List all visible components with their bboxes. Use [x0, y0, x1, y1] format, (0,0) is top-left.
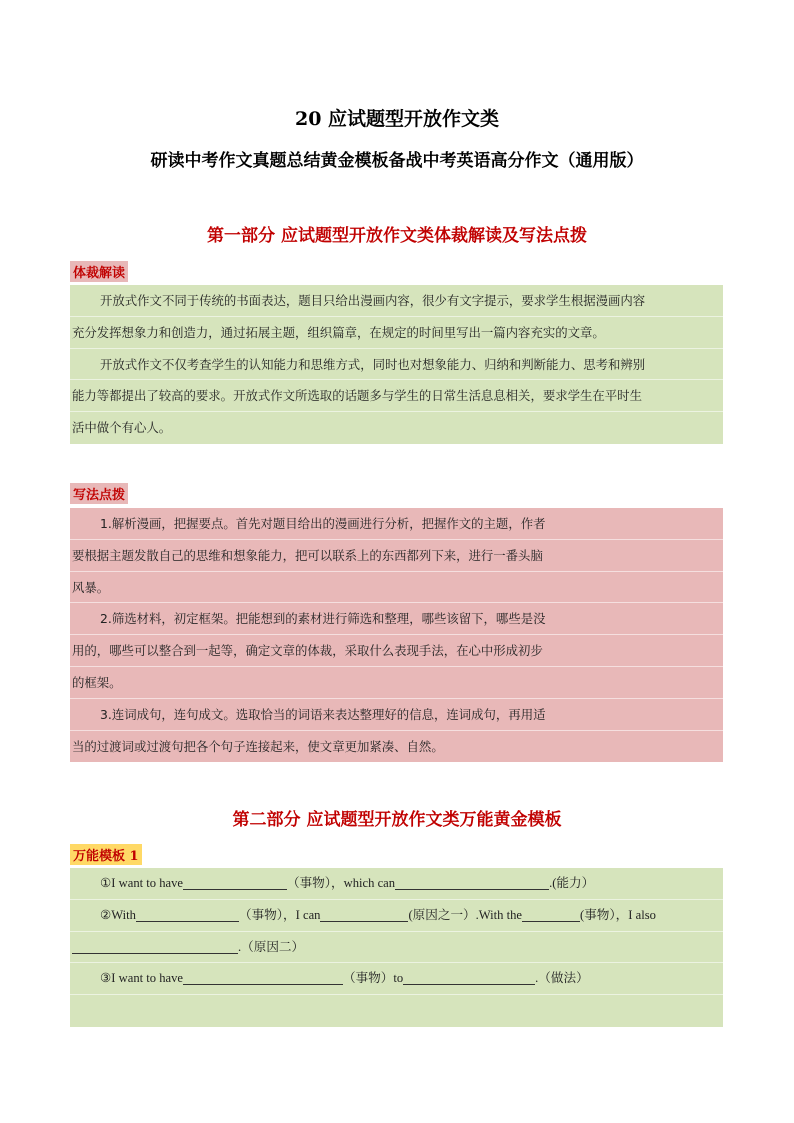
- fill-blank: [183, 970, 343, 985]
- writing-line: 2.筛选材料，初定框架。把能想到的素材进行筛选和整理，哪些该留下，哪些是没: [70, 603, 723, 635]
- template-text: ①I want to have: [100, 876, 183, 890]
- fill-blank: [72, 939, 238, 954]
- writing-line: 当的过渡词或过渡句把各个句子连接起来，使文章更加紧凑、自然。: [72, 738, 444, 754]
- writing-line: 风暴。: [70, 572, 723, 604]
- genre-line: 能力等都提出了较高的要求。开放式作文所选取的话题多与学生的日常生活息息相关，要求学生在平时生: [70, 380, 723, 412]
- template-text: .(能力）: [549, 876, 595, 890]
- writing-line: 1.解析漫画，把握要点。首先对题目给出的漫画进行分析，把握作文的主题，作者: [70, 508, 723, 540]
- genre-tag: 体裁解读: [70, 261, 128, 282]
- template-line: [70, 963, 723, 995]
- document-title: 20 应试题型开放作文类: [294, 108, 500, 130]
- fill-blank: [320, 907, 408, 922]
- writing-box: [70, 508, 723, 762]
- template-text: (事物），I also: [580, 907, 656, 922]
- template-line: [70, 868, 723, 900]
- template-text: （事物），which can: [286, 876, 396, 890]
- document-subtitle: 研读中考作文真题总结黄金模板备战中考英语高分作文（通用版）: [150, 151, 644, 171]
- part1-heading: 第一部分 应试题型开放作文类体裁解读及写法点拨: [207, 226, 587, 246]
- genre-box: [70, 285, 723, 444]
- template-line: [70, 900, 723, 932]
- fill-blank: [183, 875, 287, 890]
- template-text: （事物）to: [342, 971, 404, 986]
- template-line: [70, 932, 723, 964]
- fill-blank: [403, 970, 535, 985]
- writing-line: 3.连词成句，连句成文。选取恰当的词语来表达整理好的信息，连词成句，再用适: [70, 699, 723, 731]
- template-box: [70, 868, 723, 1027]
- genre-line: 充分发挥想象力和创造力，通过拓展主题，组织篇章，在规定的时间里写出一篇内容充实的文章。: [70, 317, 723, 349]
- template-text: （事物），I can: [238, 907, 321, 922]
- template-text: .（原因二）: [238, 939, 305, 954]
- fill-blank: [522, 907, 580, 922]
- template-text: (原因之一）.With the: [408, 907, 522, 922]
- fill-blank: [395, 875, 549, 890]
- writing-tag: 写法点拨: [70, 483, 128, 504]
- template-tag: 万能模板 1: [70, 844, 142, 865]
- fill-blank: [136, 907, 239, 922]
- template-line-empty: [70, 995, 723, 1027]
- writing-line: 的框架。: [70, 667, 723, 699]
- template-text: ②With: [100, 907, 136, 922]
- template-text: .（做法）: [535, 971, 589, 986]
- template-text: ③I want to have: [100, 971, 183, 986]
- part2-heading: 第二部分 应试题型开放作文类万能黄金模板: [232, 810, 562, 830]
- writing-line: 要根据主题发散自己的思维和想象能力，把可以联系上的东西都列下来，进行一番头脑: [70, 540, 723, 572]
- writing-line: 用的，哪些可以整合到一起等，确定文章的体裁，采取什么表现手法，在心中形成初步: [70, 635, 723, 667]
- genre-line: 开放式作文不仅考查学生的认知能力和思维方式，同时也对想象能力、归纳和判断能力、思考和辨别: [70, 349, 723, 381]
- genre-line: 开放式作文不同于传统的书面表达，题目只给出漫画内容，很少有文字提示，要求学生根据漫画内容: [70, 285, 723, 317]
- genre-line: 活中做个有心人。: [72, 420, 172, 436]
